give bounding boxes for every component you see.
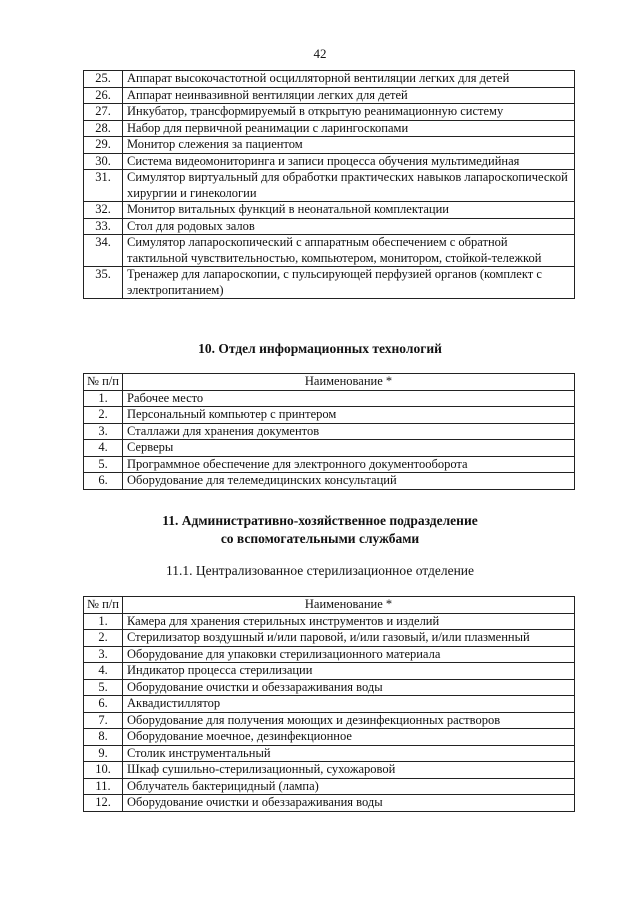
row-text: Система видеомониторинга и записи процесса обучения мультимедийная — [123, 153, 575, 170]
row-number: 34. — [84, 235, 123, 267]
table-row — [84, 712, 575, 729]
row-number: 4. — [84, 440, 123, 457]
table-row — [84, 729, 575, 746]
row-text: Стерилизатор воздушный и/или паровой, и/или газовый, и/или плазменный — [123, 630, 575, 647]
row-number: 2. — [84, 407, 123, 424]
row-text: Сталлажи для хранения документов — [123, 423, 575, 440]
row-text: Аппарат высокочастотной осцилляторной вентиляции легких для детей — [123, 71, 575, 88]
row-text: Стол для родовых залов — [123, 218, 575, 235]
column-header-number: № п/п — [84, 374, 123, 391]
row-number: 27. — [84, 104, 123, 121]
row-number: 35. — [84, 267, 123, 299]
row-number: 6. — [84, 473, 123, 490]
column-header-name: Наименование * — [123, 374, 575, 391]
table-row — [84, 87, 575, 104]
table-row — [84, 762, 575, 779]
row-number: 11. — [84, 778, 123, 795]
sterilization-department-table — [83, 596, 575, 812]
subsection-11-1-title: 11.1. Централизованное стерилизационное отделение — [165, 563, 475, 578]
row-number: 28. — [84, 120, 123, 137]
row-number: 2. — [84, 630, 123, 647]
row-number: 1. — [84, 390, 123, 407]
row-text: Индикатор процесса стерилизации — [123, 663, 575, 680]
table-header-row — [84, 597, 575, 614]
table-row — [84, 267, 575, 299]
row-text: Оборудование для получения моющих и дезинфекционных растворов — [123, 712, 575, 729]
table-row — [84, 663, 575, 680]
row-text: Камера для хранения стерильных инструментов и изделий — [123, 613, 575, 630]
table-row — [84, 473, 575, 490]
row-text: Оборудование для телемедицинских консультаций — [123, 473, 575, 490]
table-row — [84, 390, 575, 407]
row-number: 33. — [84, 218, 123, 235]
row-text: Серверы — [123, 440, 575, 457]
table-row — [84, 71, 575, 88]
row-text: Тренажер для лапароскопии, с пульсирующей перфузией органов (комплект с электропитанием) — [123, 267, 575, 299]
table-row — [84, 456, 575, 473]
row-text: Оборудование очистки и обеззараживания воды — [123, 795, 575, 812]
table-row — [84, 745, 575, 762]
row-text: Облучатель бактерицидный (лампа) — [123, 778, 575, 795]
row-number: 7. — [84, 712, 123, 729]
row-text: Рабочее место — [123, 390, 575, 407]
row-text: Монитор витальных функций в неонатальной комплектации — [123, 202, 575, 219]
column-header-number: № п/п — [84, 597, 123, 614]
row-number: 10. — [84, 762, 123, 779]
row-number: 31. — [84, 170, 123, 202]
table-header-row — [84, 374, 575, 391]
row-number: 5. — [84, 679, 123, 696]
row-number: 1. — [84, 613, 123, 630]
row-text: Инкубатор, трансформируемый в открытую реанимационную систему — [123, 104, 575, 121]
row-number: 29. — [84, 137, 123, 154]
table-row — [84, 104, 575, 121]
page-number: 42 — [313, 46, 327, 61]
row-text: Программное обеспечение для электронного документооборота — [123, 456, 575, 473]
row-text: Монитор слежения за пациентом — [123, 137, 575, 154]
table-row — [84, 613, 575, 630]
table-row — [84, 440, 575, 457]
section-11-title-line1: 11. Административно-хозяйственное подразделение — [162, 513, 478, 528]
table-row — [84, 170, 575, 202]
row-text: Шкаф сушильно-стерилизационный, сухожаровой — [123, 762, 575, 779]
table-row — [84, 696, 575, 713]
section-11-title-line2: со вспомогательными службами — [220, 531, 420, 546]
table-row — [84, 423, 575, 440]
row-number: 9. — [84, 745, 123, 762]
row-text: Набор для первичной реанимации с ларингоскопами — [123, 120, 575, 137]
row-number: 4. — [84, 663, 123, 680]
equipment-table-continued — [83, 70, 575, 299]
row-number: 8. — [84, 729, 123, 746]
table-row — [84, 153, 575, 170]
row-number: 3. — [84, 646, 123, 663]
row-text: Аквадистиллятор — [123, 696, 575, 713]
row-number: 30. — [84, 153, 123, 170]
row-text: Оборудование моечное, дезинфекционное — [123, 729, 575, 746]
table-row — [84, 202, 575, 219]
row-number: 32. — [84, 202, 123, 219]
table-row — [84, 407, 575, 424]
row-text: Симулятор лапароскопический с аппаратным обеспечением с обратной тактильной чувствительностью, компьютером, монитором, стойкой-тележкой — [123, 235, 575, 267]
row-number: 12. — [84, 795, 123, 812]
table-row — [84, 630, 575, 647]
row-text: Столик инструментальный — [123, 745, 575, 762]
section-10-title: 10. Отдел информационных технологий — [198, 341, 442, 356]
table-row — [84, 679, 575, 696]
table-row — [84, 235, 575, 267]
row-text: Аппарат неинвазивной вентиляции легких для детей — [123, 87, 575, 104]
section-11-title — [0, 512, 640, 548]
row-number: 25. — [84, 71, 123, 88]
row-number: 3. — [84, 423, 123, 440]
table-row — [84, 137, 575, 154]
table-row — [84, 778, 575, 795]
table-row — [84, 218, 575, 235]
it-department-table — [83, 373, 575, 490]
table-row — [84, 646, 575, 663]
row-number: 26. — [84, 87, 123, 104]
row-number: 6. — [84, 696, 123, 713]
column-header-name: Наименование * — [123, 597, 575, 614]
row-text: Оборудование для упаковки стерилизационного материала — [123, 646, 575, 663]
row-text: Персональный компьютер с принтером — [123, 407, 575, 424]
table-row — [84, 795, 575, 812]
row-number: 5. — [84, 456, 123, 473]
row-text: Оборудование очистки и обеззараживания воды — [123, 679, 575, 696]
table-row — [84, 120, 575, 137]
row-text: Симулятор виртуальный для обработки практических навыков лапароскопической хирургии и гинекологии — [123, 170, 575, 202]
